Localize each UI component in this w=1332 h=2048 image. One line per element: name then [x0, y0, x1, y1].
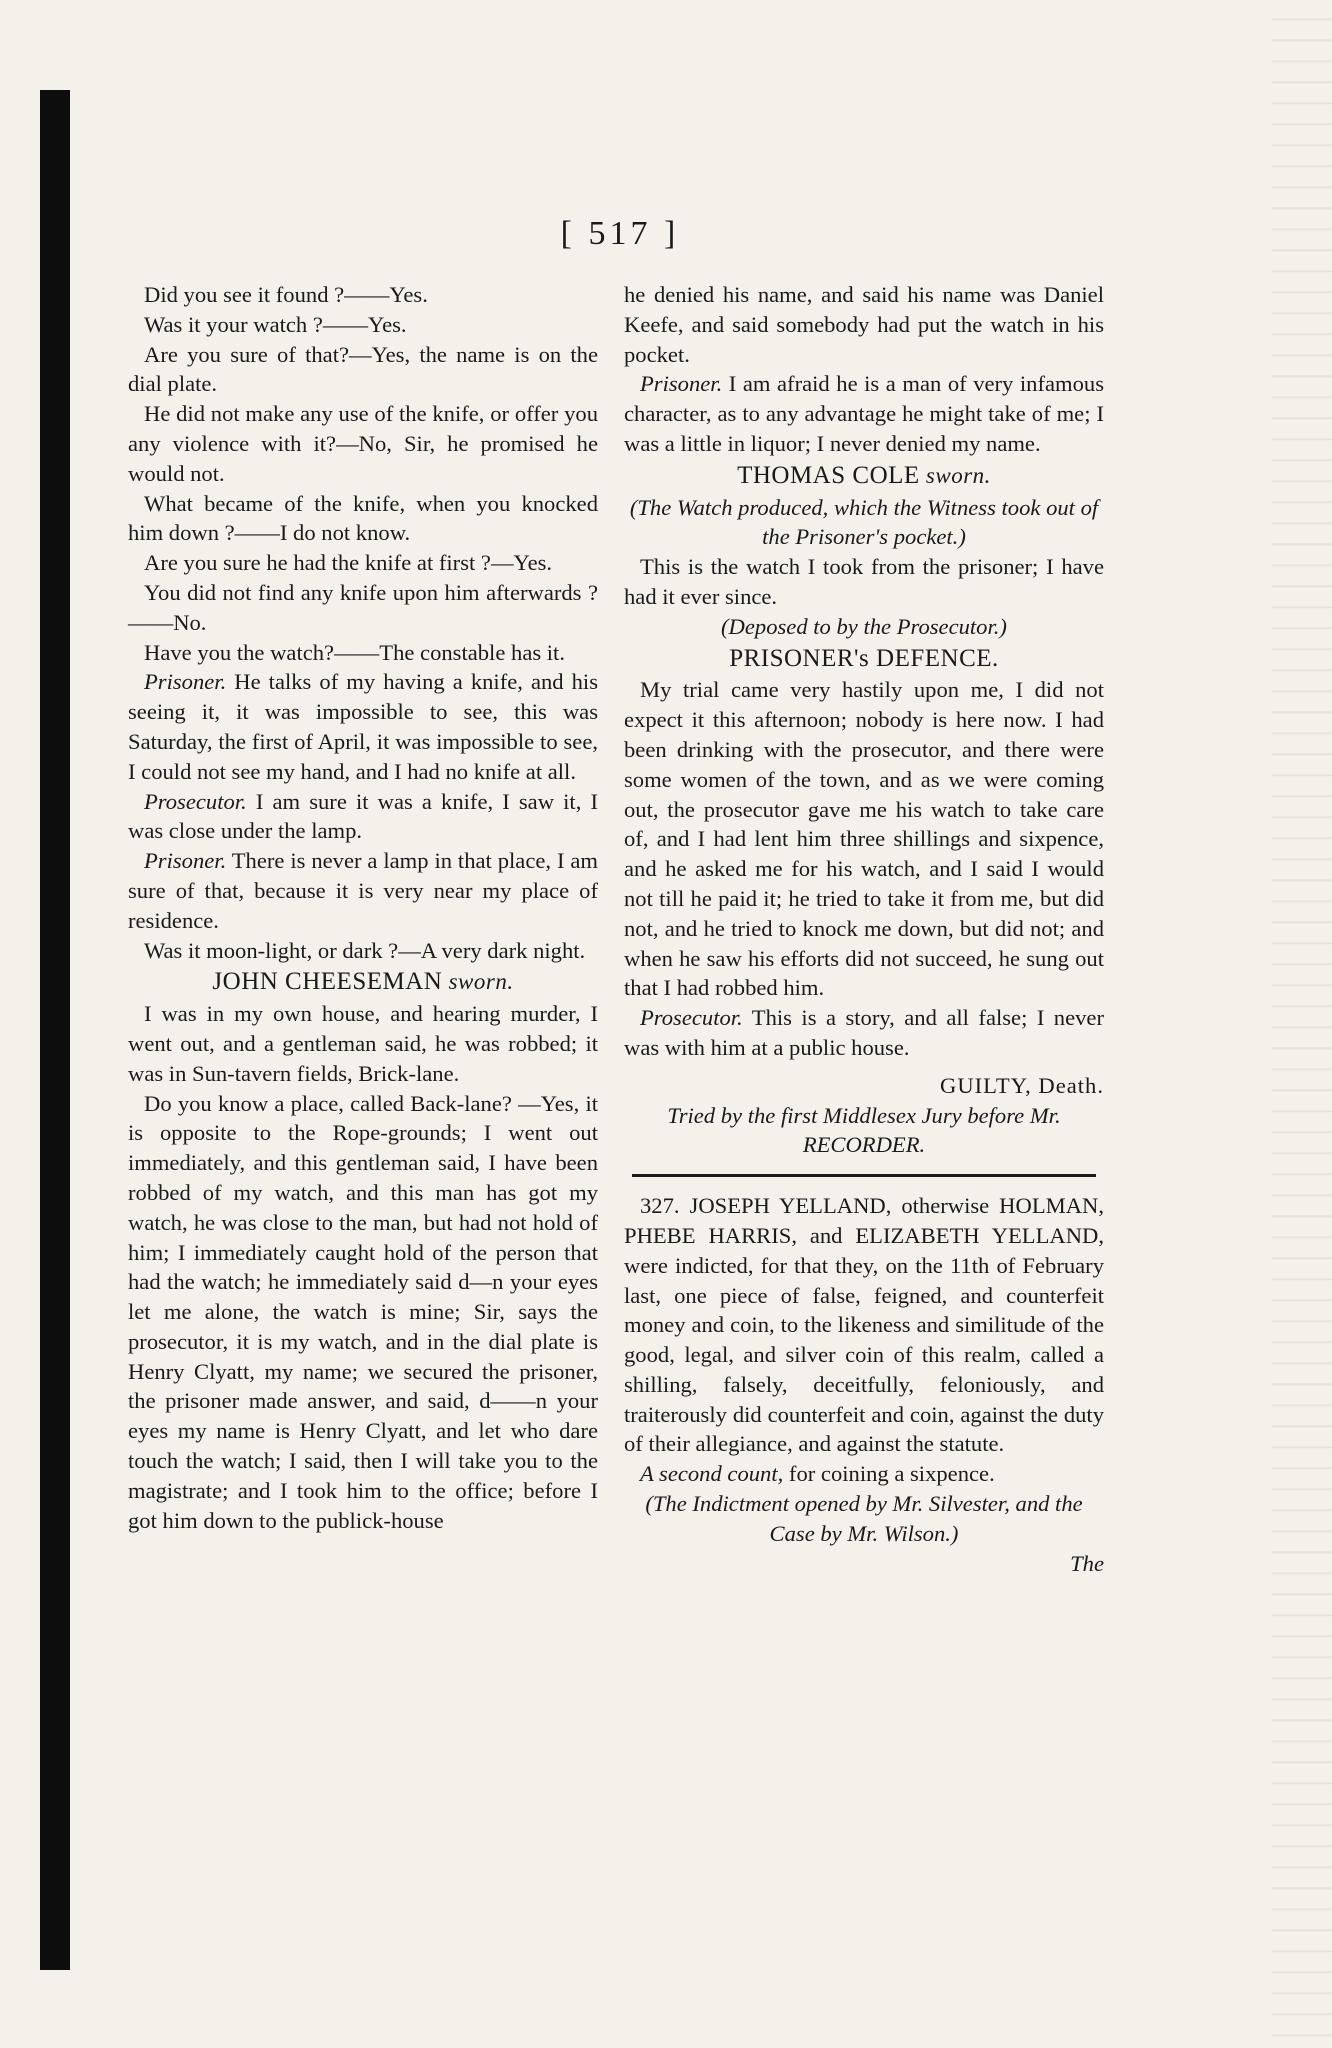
witness-heading	[624, 644, 1104, 674]
paragraph: Was it your watch ?——Yes.	[144, 311, 407, 337]
speaker-paragraph	[128, 667, 598, 786]
speaker-label: Prosecutor.	[640, 1005, 743, 1031]
speaker-paragraph	[128, 846, 598, 935]
page-edge	[1272, 0, 1332, 2048]
witness-heading	[128, 967, 598, 997]
stage-direction: (The Watch produced, which the Witness took out of the Prisoner's pocket.)	[629, 494, 1099, 550]
speaker-text: for coining a sixpence.	[783, 1461, 995, 1487]
paragraph: 327. JOSEPH YELLAND, otherwise HOLMAN, PHEBE HARRIS, and ELIZABETH YELLAND, were indicted, for that they, on the 11th of February last, one piece of false, feigned, and counterfeit money and coin, to the likeness and similitude of the good, legal, and silver coin of this realm, called a shilling, falsely, deceitfully, feloniously, and traiterously did counterfeit and coin, against the duty of their allegiance, and against the statute.	[624, 1193, 1104, 1457]
speaker-paragraph	[624, 1003, 1104, 1063]
speaker-label: Prisoner.	[640, 371, 723, 397]
paragraph: I was in my own house, and hearing murder, I went out, and a gentleman said, he was robbed; it was in Sun-tavern fields, Brick-lane.	[128, 1001, 598, 1086]
paragraph: He did not make any use of the knife, or offer you any violence with it?—No, Sir, he promised he would not.	[128, 401, 598, 486]
speaker-text: I am afraid he is a man of very infamous character, as to any advantage he might take of me; I was a little in liquor; I never denied my name.	[624, 371, 1104, 456]
witness-heading	[624, 461, 1104, 491]
paragraph-continued: he denied his name, and said his name was Daniel Keefe, and said somebody had put the watch in his pocket.	[624, 282, 1104, 367]
book-spine-shadow	[40, 90, 70, 1970]
speaker-label: Prisoner.	[144, 848, 227, 874]
left-column	[128, 280, 598, 1535]
right-column	[624, 280, 1104, 1578]
paragraph: This is the watch I took from the prisoner; I have had it ever since.	[624, 554, 1104, 609]
paragraph: Have you the watch?——The constable has it.	[144, 639, 565, 665]
section-rule	[632, 1174, 1096, 1177]
paragraph: Are you sure of that?—Yes, the name is on the dial plate.	[128, 341, 598, 397]
heading-name: THOMAS COLE	[737, 461, 920, 489]
paragraph: My trial came very hastily upon me, I did not expect it this afternoon; nobody is here now. I had been drinking with the prosecutor, and there were some women of the town, and as we were coming out, the prosecutor gave me his watch to take care of, and I had lent him three shillings and sixpence, and he asked me for his watch, and I said I would not till he paid it; he tried to take it from me, but did not, and he tried to knock me down, but did not; and when he saw his efforts did not succeed, he sung out that I had robbed him.	[624, 677, 1104, 1001]
sworn-label: sworn.	[919, 462, 991, 488]
paragraph: What became of the knife, when you knocked him down ?——I do not know.	[128, 490, 598, 546]
speaker-paragraph	[624, 369, 1104, 458]
speaker-paragraph	[128, 787, 598, 847]
heading-name: PRISONER's DEFENCE.	[729, 644, 999, 672]
verdict: GUILTY, Death.	[940, 1072, 1104, 1098]
speaker-text: He talks of my having a knife, and his seeing it, it was impossible to see, this was Saturday, the first of April, it was impossible to see, I could not see my hand, and I had no knife at all.	[128, 669, 598, 784]
speaker-text: I am sure it was a knife, I saw it, I was close under the lamp.	[128, 788, 598, 844]
speaker-text: There is never a lamp in that place, I am sure of that, because it is very near my place of residence.	[128, 848, 598, 933]
stage-direction: (Deposed to by the Prosecutor.)	[721, 613, 1007, 639]
catchword: The	[1070, 1550, 1104, 1576]
paragraph: Do you know a place, called Back-lane? —Yes, it is opposite to the Rope-grounds; I went out immediately, and this gentleman said, I have been robbed of my watch, and this man has got my watch, he was close to the man, but had not hold of him; I immediately caught hold of the person that had the watch; he immediately said d—n your eyes let me alone, the watch is mine; Sir, says the prosecutor, it is my watch, and in the dial plate is Henry Clyatt, my name; we secured the prisoner, the prisoner made answer, and said, d——n your eyes my name is Henry Clyatt, and let who dare touch the watch; I said, then I will take you to the magistrate; and I took him to the office; before I got him down to the publick-house	[128, 1090, 598, 1533]
speaker-text: This is a story, and all false; I never was with him at a public house.	[624, 1005, 1104, 1060]
speaker-label: Prisoner.	[144, 669, 227, 695]
tried-note: Tried by the first Middlesex Jury before Mr. RECORDER.	[667, 1102, 1061, 1158]
stage-direction: (The Indictment opened by Mr. Silvester, and the Case by Mr. Wilson.)	[645, 1491, 1083, 1546]
paragraph: You did not find any knife upon him afterwards ?——No.	[128, 579, 598, 635]
paragraph: Did you see it found ?——Yes.	[144, 282, 428, 307]
page-number: [ 517 ]	[560, 215, 680, 252]
paragraph: Are you sure he had the knife at first ?—Yes.	[144, 550, 553, 576]
speaker-paragraph	[624, 1459, 1104, 1489]
speaker-label: Prosecutor.	[144, 788, 247, 814]
heading-name: JOHN CHEESEMAN	[212, 968, 443, 996]
sworn-label: sworn.	[442, 969, 514, 995]
speaker-label: A second count,	[640, 1461, 784, 1487]
paragraph: Was it moon-light, or dark ?—A very dark night.	[144, 937, 586, 963]
